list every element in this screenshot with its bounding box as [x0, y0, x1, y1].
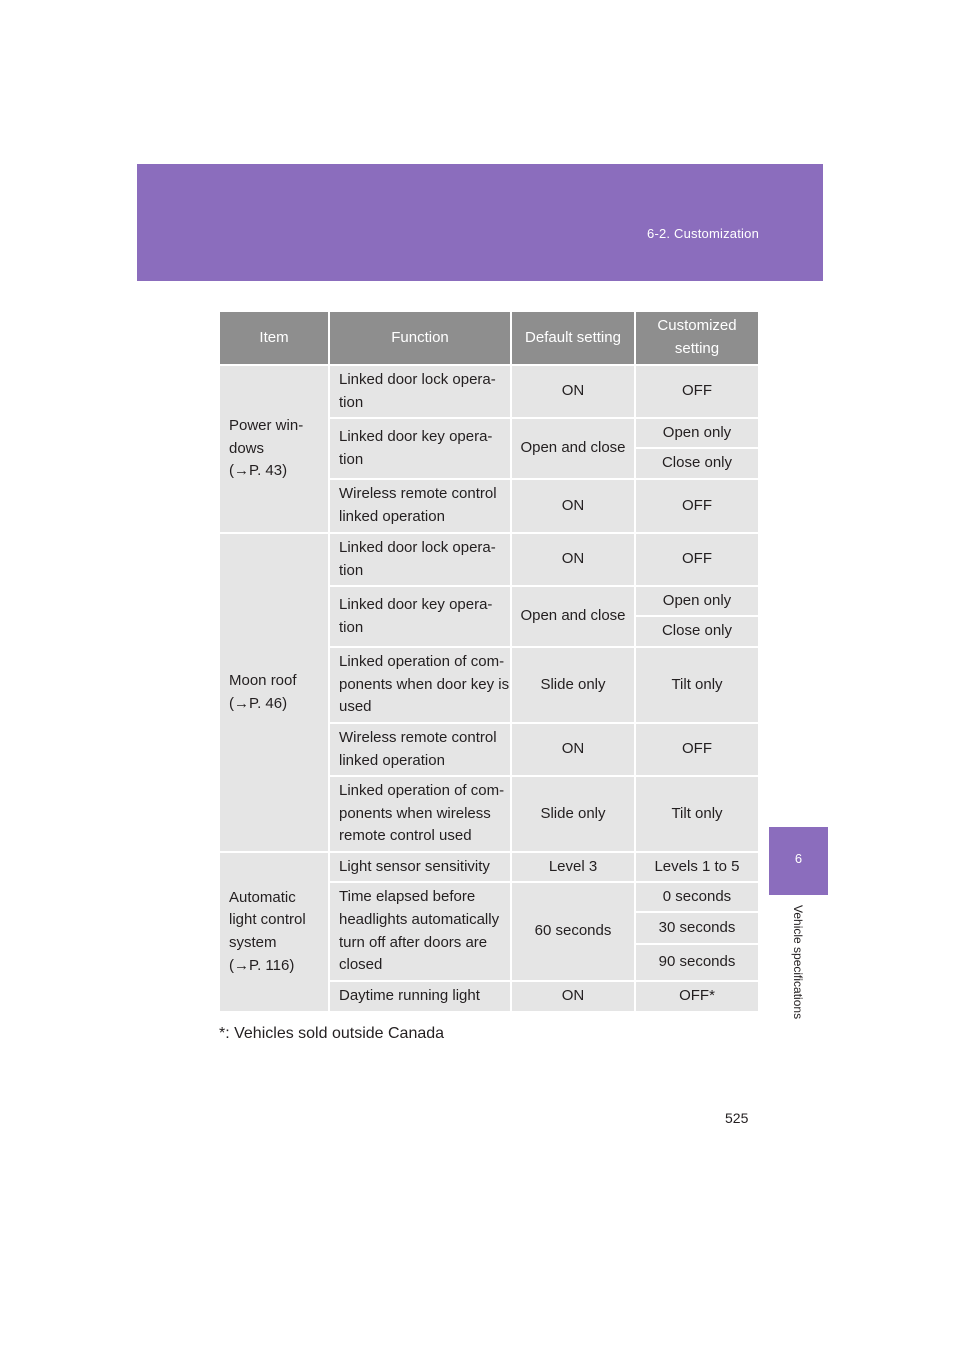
- default-cell: [512, 982, 634, 1011]
- item-automatic-light-control: [220, 853, 328, 1011]
- chapter-label-text: Vehicle specifications: [791, 905, 805, 1020]
- header-item: [220, 312, 328, 364]
- custom-cell: [636, 480, 758, 532]
- header-custom-line: Customized: [657, 317, 737, 335]
- default-cell: [512, 587, 634, 646]
- function-line: turn off after doors are: [339, 933, 488, 951]
- function-cell: [330, 587, 510, 646]
- custom-value: OFF: [682, 382, 712, 400]
- section-title: 6-2. Customization: [647, 226, 759, 241]
- default-value: Level 3: [548, 857, 598, 875]
- custom-cell: [636, 366, 758, 417]
- footnote: *: Vehicles sold outside Canada: [219, 1025, 445, 1042]
- item-line: Automatic: [229, 888, 296, 906]
- custom-cell: [636, 534, 758, 585]
- header-band: [137, 164, 823, 281]
- custom-value: 0 seconds: [662, 887, 732, 905]
- custom-cell: [636, 648, 758, 722]
- default-value: Open and close: [520, 439, 626, 457]
- custom-value: 30 seconds: [658, 918, 736, 936]
- function-line: linked operation: [339, 508, 445, 525]
- chapter-number: 6: [794, 851, 803, 866]
- function-line: Light sensor sensitivity: [339, 857, 490, 875]
- function-line: Daytime running light: [339, 987, 480, 1005]
- function-line: used: [339, 698, 372, 716]
- function-line: Linked door key opera-: [339, 427, 493, 445]
- function-cell: [330, 480, 510, 532]
- custom-value: 90 seconds: [658, 953, 736, 971]
- function-cell: [330, 534, 510, 585]
- chapter-label: [791, 905, 811, 1045]
- function-cell: [330, 366, 510, 417]
- function-line: Time elapsed before: [339, 888, 476, 906]
- custom-cell: [636, 617, 758, 646]
- function-line: linked operation: [339, 751, 445, 769]
- custom-cell: [636, 913, 758, 943]
- default-value: 60 seconds: [534, 922, 612, 940]
- default-cell: [512, 648, 634, 722]
- custom-value: Close only: [661, 454, 733, 472]
- function-line: ponents when wireless: [339, 804, 491, 822]
- header-custom-line: setting: [674, 340, 720, 357]
- function-line: tion: [339, 561, 364, 579]
- item-line: Moon roof: [229, 671, 297, 689]
- custom-value: OFF: [682, 740, 712, 758]
- custom-value: Levels 1 to 5: [654, 857, 740, 875]
- function-line: Linked door key opera-: [339, 595, 493, 613]
- default-cell: [512, 883, 634, 980]
- default-value: Slide only: [540, 675, 606, 693]
- function-line: remote control used: [339, 827, 472, 845]
- item-line: (→P. 43): [229, 462, 288, 480]
- default-cell: [512, 366, 634, 417]
- item-line: light control: [229, 911, 306, 929]
- default-value: Open and close: [520, 607, 626, 625]
- function-cell: [330, 777, 510, 851]
- item-moon-roof: [220, 534, 328, 851]
- default-value: ON: [561, 382, 585, 400]
- function-line: Wireless remote control: [339, 728, 497, 746]
- header-function-text: Function: [391, 328, 449, 346]
- default-cell: [512, 419, 634, 478]
- custom-cell: [636, 449, 758, 478]
- function-cell: [330, 419, 510, 478]
- default-value: ON: [561, 496, 585, 514]
- function-line: Wireless remote control: [339, 485, 497, 503]
- item-line: dows: [229, 439, 265, 457]
- header-default: [512, 312, 634, 364]
- default-cell: [512, 480, 634, 532]
- chapter-tab: [769, 827, 828, 895]
- function-cell: [330, 982, 510, 1011]
- header-function: [330, 312, 510, 364]
- default-cell: [512, 853, 634, 881]
- custom-cell: [636, 777, 758, 851]
- custom-value: OFF: [682, 496, 712, 514]
- custom-value: Open only: [662, 423, 732, 441]
- default-cell: [512, 777, 634, 851]
- custom-cell: [636, 945, 758, 980]
- function-cell: [330, 648, 510, 722]
- function-line: Linked door lock opera-: [339, 370, 496, 388]
- item-power-windows: [220, 366, 328, 532]
- custom-value: Open only: [662, 591, 732, 609]
- default-value: ON: [561, 987, 585, 1005]
- page-number: 525: [725, 1110, 749, 1126]
- function-line: Linked door lock opera-: [339, 538, 496, 556]
- default-value: ON: [561, 550, 585, 568]
- function-line: Linked operation of com-: [339, 653, 505, 671]
- item-line: system: [229, 934, 277, 951]
- header-custom: [636, 312, 758, 364]
- function-line: closed: [339, 956, 383, 974]
- function-cell: [330, 724, 510, 775]
- function-cell: [330, 883, 510, 980]
- default-value: ON: [561, 740, 585, 758]
- header-default-text: Default setting: [525, 328, 621, 346]
- custom-cell: [636, 853, 758, 881]
- item-line: Power win-: [229, 417, 304, 435]
- default-cell: [512, 724, 634, 775]
- custom-value: OFF*: [679, 987, 715, 1005]
- custom-cell: [636, 587, 758, 615]
- function-line: headlights automatically: [339, 910, 500, 928]
- custom-cell: [636, 982, 758, 1011]
- custom-value: Tilt only: [671, 804, 723, 822]
- header-item-text: Item: [259, 328, 289, 346]
- default-value: Slide only: [540, 804, 606, 822]
- custom-value: OFF: [682, 550, 712, 568]
- custom-value: Close only: [661, 622, 733, 640]
- function-cell: [330, 853, 510, 881]
- default-cell: [512, 534, 634, 585]
- function-line: ponents when door key is: [339, 675, 510, 693]
- custom-value: Tilt only: [671, 675, 723, 693]
- item-line: (→P. 116): [229, 956, 295, 974]
- function-line: Linked operation of com-: [339, 782, 505, 800]
- custom-cell: [636, 883, 758, 911]
- custom-cell: [636, 419, 758, 447]
- item-line: (→P. 46): [229, 694, 288, 712]
- function-line: tion: [339, 618, 364, 636]
- function-line: tion: [339, 450, 364, 468]
- custom-cell: [636, 724, 758, 775]
- function-line: tion: [339, 393, 364, 411]
